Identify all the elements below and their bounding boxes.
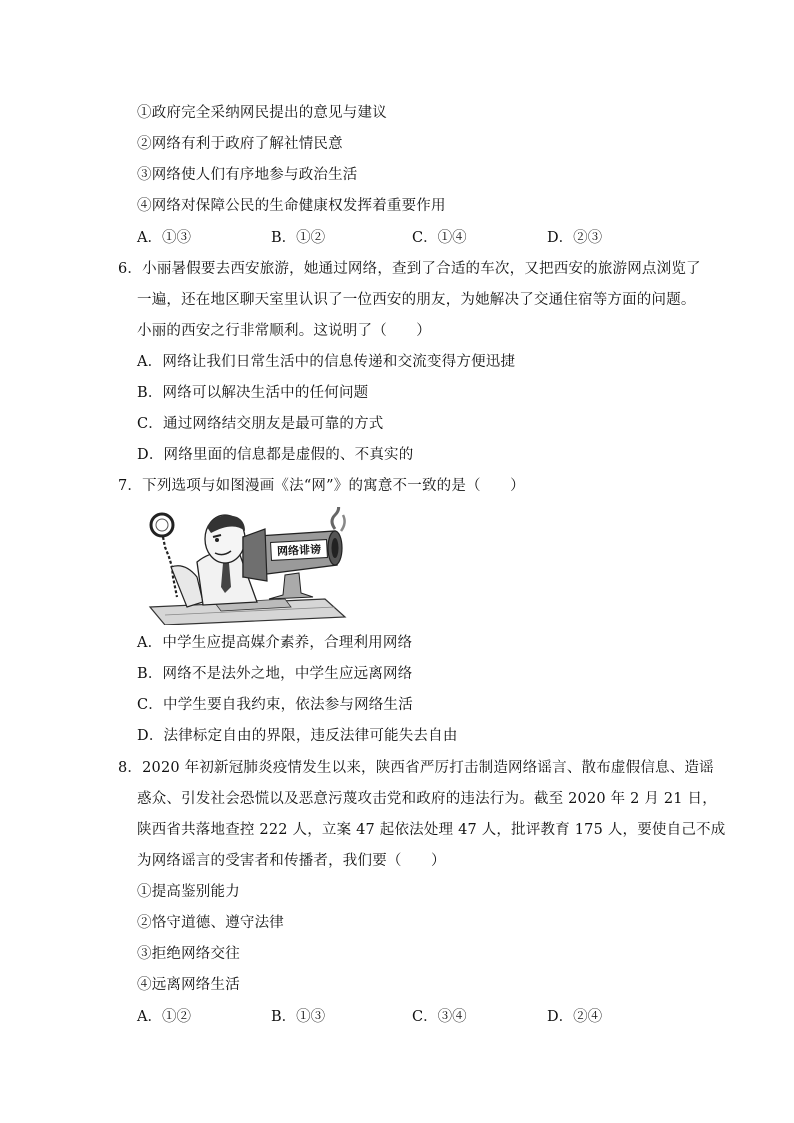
q8-item-1: ①提高鉴别能力 [137,884,240,900]
q8-item-4: ④远离网络生活 [137,977,240,993]
q5-choice-a: A．①③ [137,230,191,246]
q5-item-1: ①政府完全采纳网民提出的意见与建议 [137,105,387,121]
q8-item-3: ③拒绝网络交往 [137,946,240,962]
cartoon-image [145,507,360,625]
q5-choice-d: D．②③ [547,230,603,246]
q5-item-2: ②网络有利于政府了解社情民意 [137,136,343,152]
q5-choice-b: B．①② [271,230,326,246]
q8-choice-b: B．①③ [271,1009,326,1025]
q8-choice-d: D．②④ [547,1009,603,1025]
q5-item-3: ③网络使人们有序地参与政治生活 [137,167,358,183]
q6-option-b: B．网络可以解决生活中的任何问题 [137,385,369,401]
q8-stem-line-2: 惑众、引发社会恐慌以及恶意污蔑攻击党和政府的违法行为。截至 2020 年 2 月 21 日， [137,791,717,807]
q6-option-a: A．网络让我们日常生活中的信息传递和交流变得方便迅捷 [137,354,516,370]
q6-stem-line-2: 一遍，还在地区聊天室里认识了一位西安的朋友，为她解决了交通住宿等方面的问题。 [137,292,696,308]
q8-stem-line-4: 为网络谣言的受害者和传播者，我们要（ ） [137,853,446,869]
q7-option-a: A．中学生应提高媒介素养，合理利用网络 [137,635,413,651]
q5-item-4: ④网络对保障公民的生命健康权发挥着重要作用 [137,198,446,214]
q6-stem-line-1: 6．小丽暑假要去西安旅游，她通过网络，查到了合适的车次，又把西安的旅游网点浏览了 [118,261,701,277]
q8-choice-c: C．③④ [412,1009,467,1025]
q7-option-b: B．网络不是法外之地，中学生应远离网络 [137,666,413,682]
q8-choice-a: A．①② [137,1009,191,1025]
q6-option-c: C．通过网络结交朋友是最可靠的方式 [137,416,384,432]
q7-stem: 7．下列选项与如图漫画《法“网”》的寓意不一致的是（ ） [118,478,525,494]
q6-stem-line-3: 小丽的西安之行非常顺利。这说明了（ ） [137,323,431,339]
q8-item-2: ②恪守道德、遵守法律 [137,915,284,931]
q7-option-c: C．中学生要自我约束，依法参与网络生活 [137,697,413,713]
q7-option-d: D．法律标定自由的界限，违反法律可能失去自由 [137,728,458,744]
q5-choice-c: C．①④ [412,230,467,246]
q8-stem-line-3: 陕西省共落地查控 222 人，立案 47 起依法处理 47 人，批评教育 175 人，要使自己不成 [137,822,726,838]
q8-stem-line-1: 8．2020 年初新冠肺炎疫情发生以来，陕西省严厉打击制造网络谣言、散布虚假信息、造谣 [118,760,714,776]
q6-option-d: D．网络里面的信息都是虚假的、不真实的 [137,447,414,463]
cartoon-label: 网络诽谤 [276,542,322,559]
